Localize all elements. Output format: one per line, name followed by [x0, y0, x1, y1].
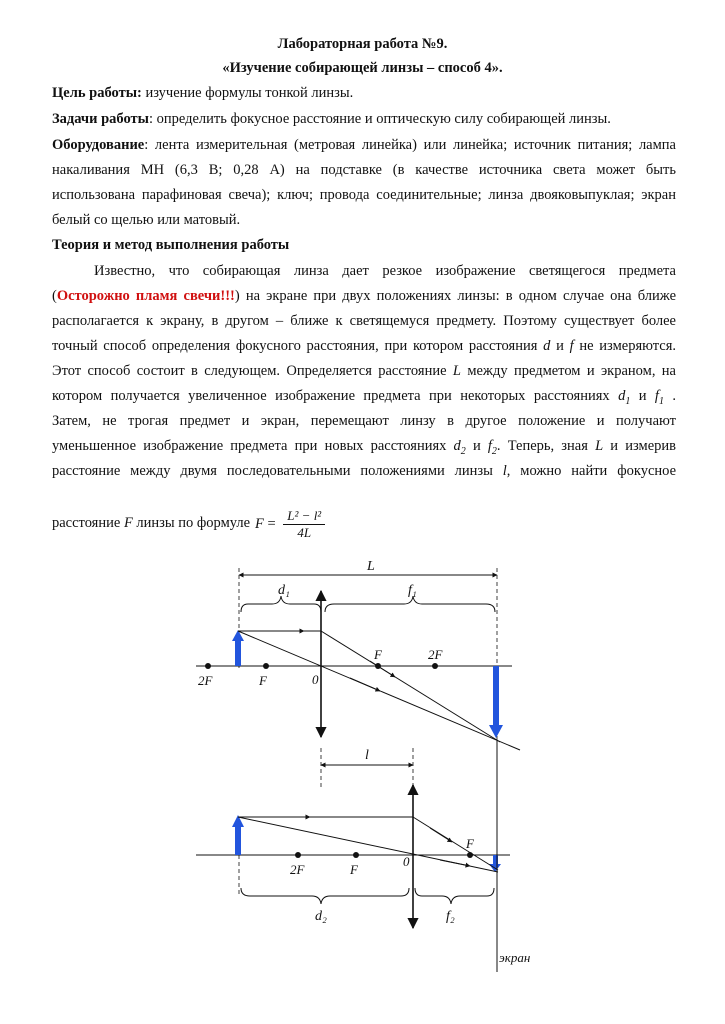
top-label-F-right: F [374, 647, 382, 662]
t9a: расстояние между двумя последовательными положениями линзы [52, 463, 503, 479]
bottom-label-F-right: F [466, 836, 474, 851]
bottom-ray-refracted-arrow [430, 828, 452, 842]
theory-line-7: Затем, не трогая предмет и экран, перемещают линзу в другое положение и получают [52, 413, 676, 429]
theory-line-1: Известно, что собирающая линза дает резкое изображение светящегося предмета [94, 263, 676, 279]
label-l: l [365, 748, 369, 763]
top-ray-refracted [321, 631, 500, 742]
t8-d: d [453, 438, 461, 454]
formula-denominator: 4L [297, 525, 312, 540]
top-point-2F-left [205, 663, 211, 669]
top-label-F-left: F [259, 673, 267, 688]
goal-text: изучение формулы тонкой линзы. [141, 85, 354, 101]
t4a: точный способ определения фокусного расстояния, при котором расстояния [52, 338, 544, 354]
top-point-F-left [263, 663, 269, 669]
t8-fsub: 2 [491, 445, 497, 457]
label-f1: f₁ [408, 583, 417, 598]
screen-label: экран [499, 950, 531, 965]
t8-dsub: 2 [460, 445, 466, 457]
t8c: и измерив [603, 438, 676, 454]
t6-d: d [618, 388, 626, 404]
theory-line-2-rest: ) на экране при двух положениях линзы: в одном случае она ближе [234, 288, 676, 304]
t9b: , можно найти фокусное [506, 463, 677, 479]
t4-f: f [569, 338, 574, 354]
t5-L: L [452, 363, 461, 379]
tasks-text: : определить фокусное расстояние и оптическую силу собирающей линзы. [148, 111, 611, 127]
tasks-label: Задачи работы [52, 111, 149, 127]
label-d1: d₁ [278, 583, 290, 598]
t8-f: f [487, 438, 492, 454]
t8-and: и [465, 438, 488, 454]
bottom-point-2F [295, 852, 301, 858]
t6-end: . [663, 388, 676, 404]
t9-l: l [502, 463, 507, 479]
theory-heading: Теория и метод выполнения работы [52, 237, 290, 253]
bottom-object-shaft [235, 826, 241, 855]
equipment-text-1: : лента измерительная (метровая линейка) или линейка; источник питания; лампа [144, 137, 676, 153]
t5a: Этот способ состоит в следующем. Определяется расстояние [52, 363, 453, 379]
goal-label: Цель работы: [52, 85, 142, 101]
t5b: между предметом и экраном, на [460, 363, 676, 379]
t6-and: и [630, 388, 655, 404]
formula-lhs: F [255, 515, 264, 532]
t4b: не измеряются. [573, 338, 676, 354]
top-object-shaft [235, 640, 241, 666]
t6-fsub: 1 [658, 395, 664, 407]
t10-F: F [123, 515, 133, 531]
top-label-2F-left: 2F [198, 673, 213, 688]
bottom-ray-central-arrow [440, 860, 470, 866]
formula-numerator: L² − l² [283, 508, 325, 525]
lab-subtitle: «Изучение собирающей линзы – способ 4». [222, 60, 503, 76]
t8-L: L [595, 438, 604, 454]
lab-title: Лабораторная работа №9. [277, 36, 448, 52]
top-image-shaft [493, 666, 499, 726]
t6-dsub: 1 [625, 395, 631, 407]
t8b: . Теперь, зная [496, 438, 596, 454]
brace-d2 [241, 888, 409, 904]
l-dimension [321, 748, 413, 790]
bottom-label-F-left: F [350, 862, 358, 877]
t6-f: f [654, 388, 659, 404]
top-label-2F-right: 2F [428, 647, 443, 662]
top-ray-refracted-arrow [370, 661, 395, 677]
top-object-head [232, 630, 244, 641]
paren-open: ( [52, 288, 57, 304]
bottom-label-0: 0 [403, 854, 410, 869]
brace-f1 [325, 596, 495, 612]
label-d2: d₂ [315, 909, 327, 924]
formula-eq: = [267, 515, 276, 532]
bottom-point-F-right [467, 852, 473, 858]
t4-d: d [543, 338, 551, 354]
t6a: котором получается увеличенное изображение предмета при некоторых расстояниях [52, 388, 619, 404]
bottom-diagram [196, 785, 510, 928]
equipment-line-4: белый со щелью или матовый. [52, 212, 241, 228]
top-point-2F-right [432, 663, 438, 669]
theory-line-3: располагается к экрану, в другом – ближе к светящемуся предмету. Поэтому существует более [52, 313, 676, 329]
t10b: линзы по формуле [132, 515, 251, 531]
t10a: расстояние [52, 515, 124, 531]
top-ray-central-arrow [350, 678, 380, 691]
top-diagram [196, 559, 520, 750]
label-L: L [367, 559, 375, 574]
bottom-ray-refracted [413, 817, 498, 870]
warning-text: Осторожно пламя свечи!!! [56, 288, 235, 304]
label-f2: f₂ [446, 909, 455, 924]
t8a: уменьшенное изображение предмета при новых расстояниях [52, 438, 454, 454]
top-point-F-right [375, 663, 381, 669]
equipment-line-3: использована парафиновая свеча); ключ; провода соединительные; линза двояковыпуклая; экран [52, 187, 676, 203]
bottom-point-F-left [353, 852, 359, 858]
equipment-label: Оборудование [52, 137, 145, 153]
top-label-0: 0 [312, 672, 319, 687]
bottom-label-2F: 2F [290, 862, 305, 877]
brace-f2 [415, 888, 494, 904]
brace-d1 [241, 596, 321, 612]
t4-and: и [550, 338, 570, 354]
equipment-line-2: накаливания МН (6,3 В; 0,28 А) на подставке (в качестве источника света может быть [52, 162, 676, 178]
